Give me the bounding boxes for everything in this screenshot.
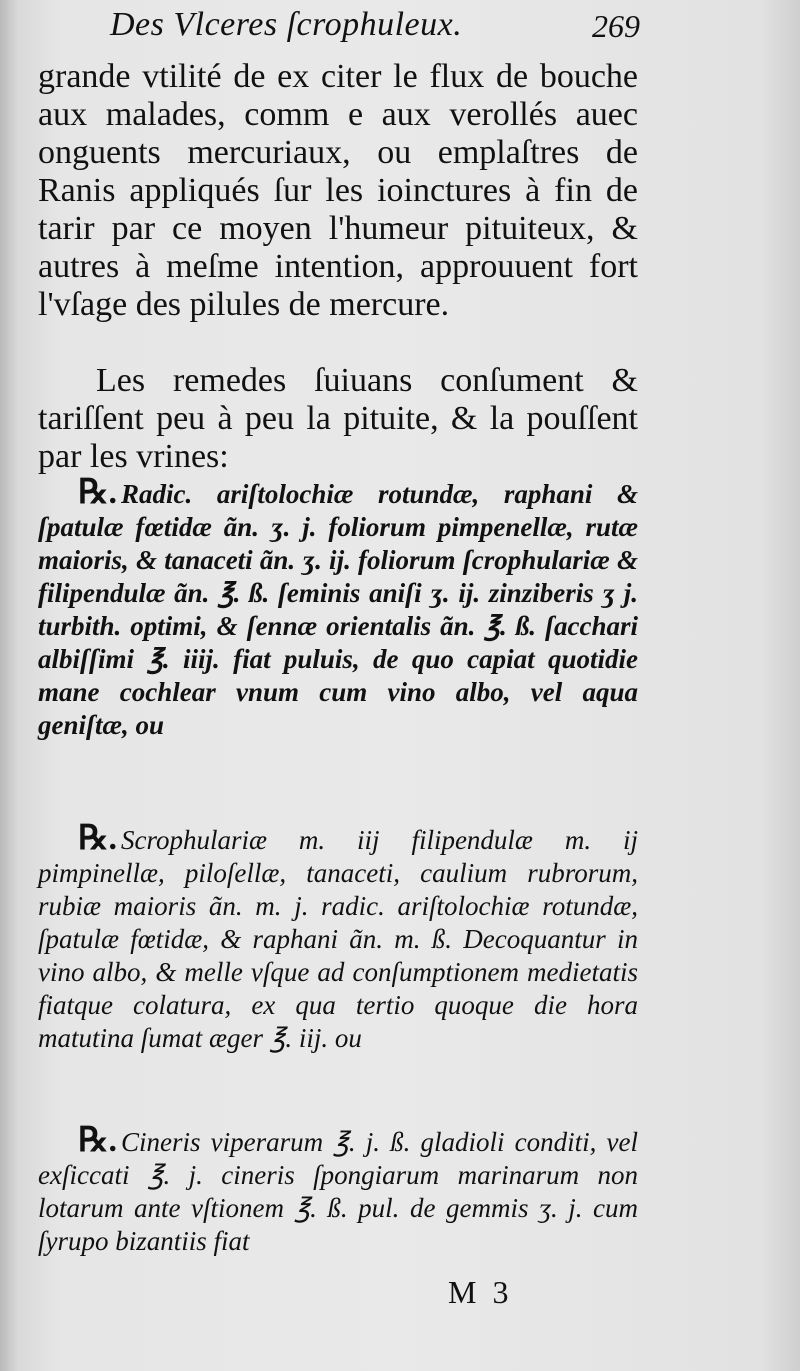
prescription-1 — [38, 476, 638, 742]
paragraph-1: grande vtilité de ex citer le flux de bouche aux malades, comm e aux verollés auec onguents mercuriaux, ou emplaſtres de Ranis appliqués ſur les ioinctures à fin de tarir par ce moyen l'humeur pituiteux, & autres à meſme intention, approuuent fort l'vſage des pilules de mercure. — [38, 58, 638, 323]
recipe-symbol-icon: ℞. — [78, 820, 117, 857]
running-title: Des Vlceres ſcrophuleux. — [110, 6, 463, 43]
recipe-symbol-icon: ℞. — [78, 474, 117, 511]
prescription-2 — [38, 822, 638, 1055]
recipe-symbol-icon: ℞. — [78, 1122, 117, 1159]
prescription-3 — [38, 1124, 638, 1258]
signature-mark: M 3 — [448, 1274, 513, 1310]
page-number: 269 — [592, 8, 640, 44]
prescription-2-text: Scrophulariæ m. iij filipendulæ m. ij pimpinellæ, piloſellæ, tanaceti, caulium rubrorum, rubiæ maioris ãn. m. j. radic. ariſtolochiæ rotundæ, ſpatulæ fœtidæ, & raphani ãn. m. ß. Decoquantur in vino albo, & melle vſque ad conſumptionem medietatis fiatque colatura, ex qua tertio quoque die hora matutina ſumat æger ℥. iij. ou — [38, 825, 638, 1053]
prescription-3-text: Cineris viperarum ℥. j. ß. gladioli conditi, vel exſiccati ℥. j. cineris ſpongiarum marinarum non lotarum ante vſtionem ℥. ß. pul. de gemmis ʒ. j. cum ſyrupo bizantiis fiat — [38, 1127, 638, 1256]
paragraph-2: Les remedes ſuiuans conſument & tariſſent peu à peu la pituite, & la pouſſent par les vrines: — [38, 362, 638, 475]
prescription-1-text: Radic. ariſtolochiæ rotundæ, raphani & ſpatulæ fœtidæ ãn. ʒ. j. foliorum pimpenellæ, rutæ maioris, & tanaceti ãn. ʒ. ij. foliorum ſcrophulariæ & filipendulæ ãn. ℥. ß. ſeminis aniſi ʒ. ij. zinziberis ʒ j. turbith. optimi, & ſennæ orientalis ãn. ℥. ß. ſacchari albiſſimi ℥. iiij. fiat puluis, de quo capiat quotidie mane cochlear vnum cum vino albo, vel aqua geniſtæ, ou — [38, 479, 638, 740]
